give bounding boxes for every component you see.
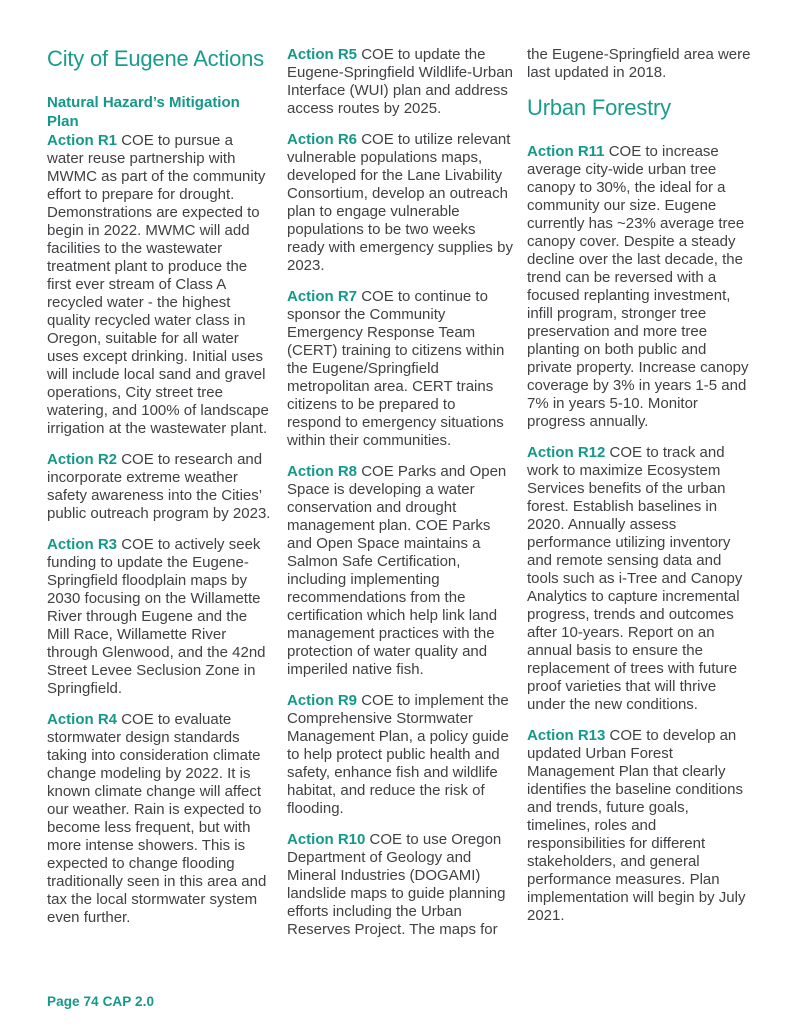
- action-text-r10: COE to use Oregon Department of Geology and Mineral Industries (DOGAMI) landslide maps to guide planning efforts including the Urban Reserves Project. The maps for: [287, 831, 506, 938]
- action-paragraph-r12: [527, 444, 753, 714]
- action-paragraph-r1: [47, 132, 273, 438]
- subsection-heading-natural-hazards-mitigation-plan: Natural Hazard’s Mitigation Plan: [47, 94, 240, 131]
- page-content: [47, 46, 753, 952]
- action-paragraph-r7: [287, 288, 513, 450]
- action-label-r4: Action R4: [47, 710, 118, 728]
- action-label-r12: Action R12: [527, 444, 606, 462]
- action-label-r2: Action R2: [47, 450, 118, 468]
- action-text-r9: COE to implement the Comprehensive Stormwater Management Plan, a policy guide to help protect public health and safety, enhance fish and wildlife habitat, and reduce the risk of flooding.: [287, 692, 509, 817]
- column-2: [287, 46, 513, 952]
- action-label-r8: Action R8: [287, 463, 358, 480]
- action-paragraph-r8: [287, 463, 513, 679]
- action-paragraph-r3: [47, 536, 273, 698]
- action-label-r10: Action R10: [287, 831, 366, 848]
- action-paragraph-r5: [287, 46, 513, 118]
- action-text-r8: COE Parks and Open Space is developing a water conservation and drought management plan. COE Parks and Open Space maintains a Salmon Safe Certification, including implementing recommendations from the certification which help link land management practices with the protection of water quality and imperiled native fish.: [287, 463, 507, 678]
- action-text-r2: COE to research and incorporate extreme weather safety awareness into the Cities’ public outreach program by 2023.: [47, 450, 271, 522]
- action-label-r1: Action R1: [47, 131, 118, 149]
- action-paragraph-r11: [527, 143, 753, 431]
- action-label-r9: Action R9: [287, 692, 358, 709]
- action-text-r5: COE to update the Eugene-Springfield Wildlife-Urban Interface (WUI) plan and address access routes by 2025.: [287, 46, 513, 117]
- action-paragraph-r13: [527, 727, 753, 925]
- action-paragraph-r9: [287, 692, 513, 818]
- continuation-paragraph-r10: the Eugene-Springfield area were last updated in 2018.: [527, 46, 751, 81]
- action-paragraph-r6: [287, 131, 513, 275]
- page-footer: Page 74 CAP 2.0: [47, 994, 155, 1009]
- action-text-r3: COE to actively seek funding to update the Eugene-Springfield floodplain maps by 2030 focusing on the Willamette River through Eugene and the Mill Race, Willamette River through Glenwood, and the 42nd Street Levee Seclusion Zone in Springfield.: [47, 535, 266, 697]
- action-text-r11: COE to increase average city-wide urban tree canopy to 30%, the ideal for a community our size. Eugene currently has ~23% average tree canopy cover. Despite a steady decline over the last decade, the trend can be reversed with a focused replanting investment, infill program, stronger tree preservation and more tree planting on both public and private property. Increase canopy coverage by 3% in years 1-5 and 7% in years 5-10. Monitor progress annually.: [527, 143, 749, 431]
- action-label-r5: Action R5: [287, 46, 358, 63]
- column-3: [527, 46, 753, 952]
- action-text-r13: COE to develop an updated Urban Forest Management Plan that clearly identifies the baseline conditions and trends, future goals, timelines, roles and responsibilities for different stakeholders, and general performance measures. Plan implementation will begin by July 2021.: [527, 727, 746, 925]
- action-text-r7: COE to continue to sponsor the Community Emergency Response Team (CERT) training to citizens within the Eugene/Springfield metropolitan area. CERT trains citizens to be prepared to respond to emergency situations within their communities.: [287, 288, 505, 449]
- column-1: [47, 46, 273, 952]
- action-label-r7: Action R7: [287, 288, 358, 305]
- section-heading-urban-forestry: Urban Forestry: [527, 95, 671, 120]
- action-label-r11: Action R11: [527, 143, 605, 161]
- action-label-r3: Action R3: [47, 535, 118, 553]
- action-text-r12: COE to track and work to maximize Ecosystem Services benefits of the urban forest. Establish baselines in 2020. Annually assess performance utilizing inventory and remote sensing data and tools such as i-Tree and Canopy Analytics to capture incremental progress, trends and outcomes after 10-years. Report on an annual basis to ensure the replacement of trees with future proof varieties that will thrive under the new conditions.: [527, 444, 743, 714]
- action-label-r13: Action R13: [527, 727, 606, 745]
- section-heading-city-of-eugene-actions: City of Eugene Actions: [47, 46, 264, 71]
- action-text-r4: COE to evaluate stormwater design standards taking into consideration climate change modeling by 2022. It is known climate change will affect our weather. Rain is expected to become less frequent, but with more intense showers. This is expected to change flooding traditionally seen in this area and tax the local stormwater system even further.: [47, 710, 267, 926]
- action-label-r6: Action R6: [287, 131, 358, 148]
- action-paragraph-r4: [47, 711, 273, 927]
- action-paragraph-r10: [287, 831, 513, 939]
- action-text-r1: COE to pursue a water reuse partnership with MWMC as part of the community effort to prepare for drought. Demonstrations are expected to begin in 2022. MWMC will add facilities to the wastewater treatment plant to produce the first ever stream of Class A recycled water - the highest quality recycled water class in Oregon, suitable for all water uses except drinking. Initial uses will include local sand and gravel operations, City street tree watering, and 100% of landscape irrigation at the wastewater plant.: [47, 131, 269, 437]
- action-text-r6: COE to utilize relevant vulnerable populations maps, developed for the Lane Livability Consortium, develop an outreach plan to engage vulnerable populations to be two weeks ready with emergency supplies by 2023.: [287, 131, 513, 274]
- action-paragraph-r2: [47, 451, 273, 523]
